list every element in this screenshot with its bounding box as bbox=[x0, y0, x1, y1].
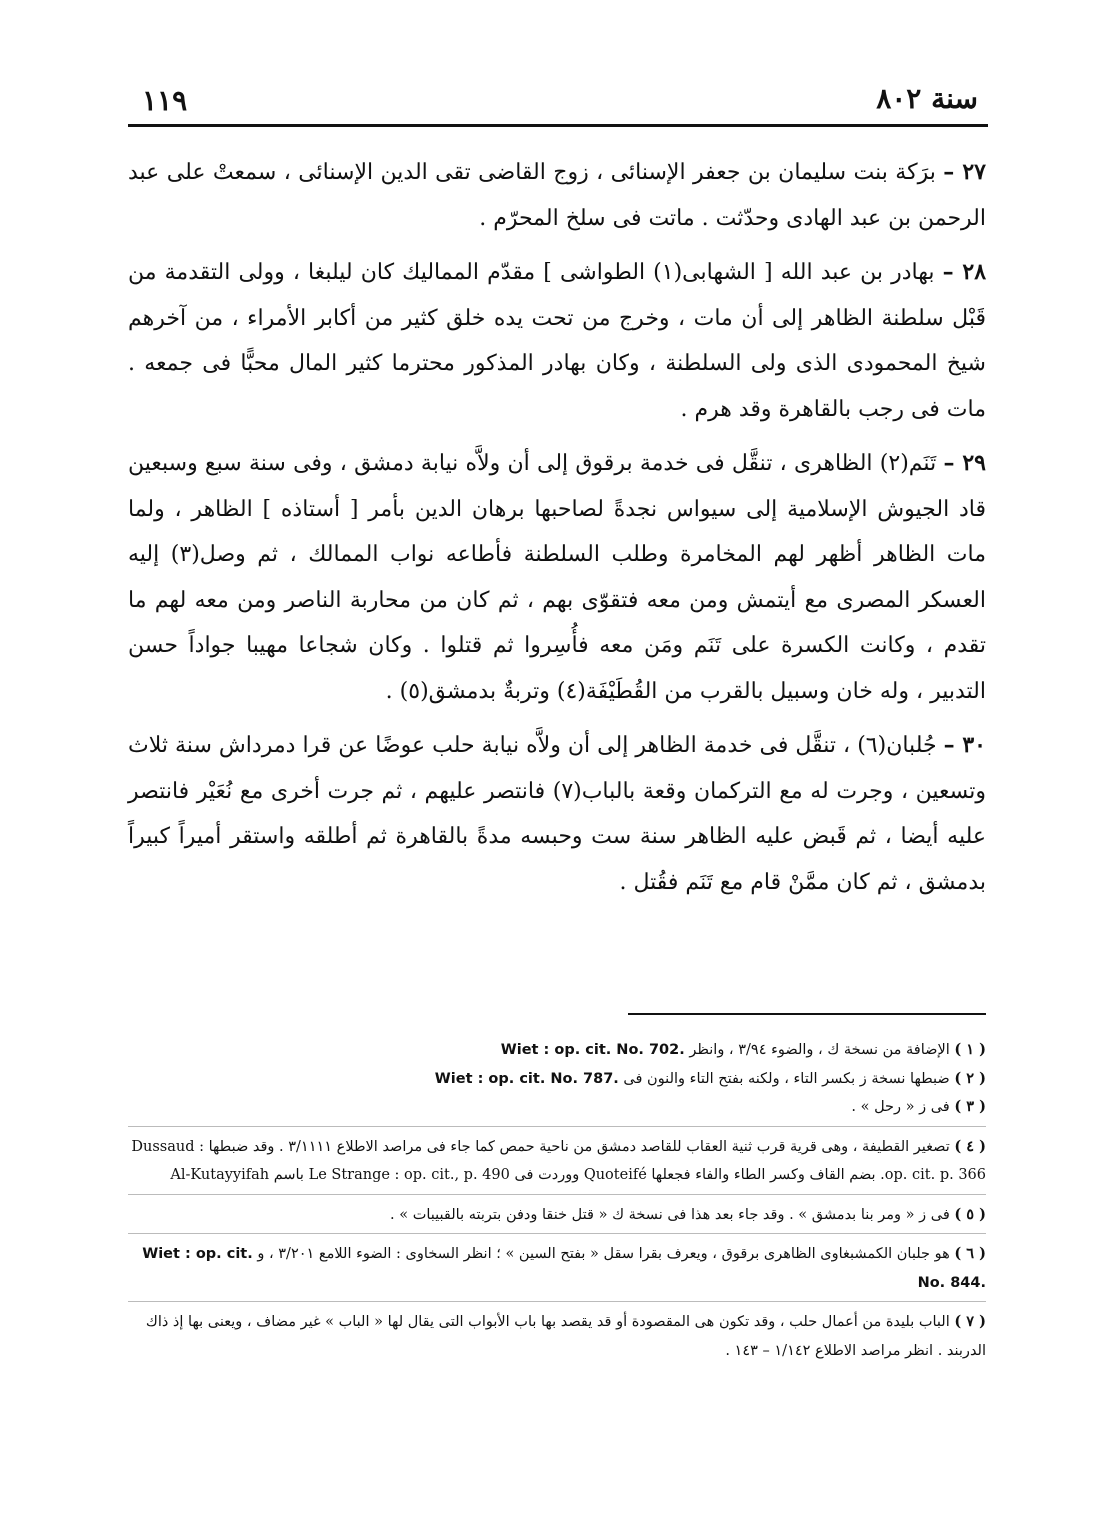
main-text bbox=[128, 150, 986, 914]
entry-number: ٢٧ – bbox=[943, 159, 986, 185]
entry-27 bbox=[128, 150, 986, 241]
footnote-separator bbox=[128, 1194, 986, 1195]
entry-number: ٢٩ – bbox=[943, 450, 986, 476]
entry-29 bbox=[128, 441, 986, 714]
footnote-latin: Wiet : op. cit. No. 844. bbox=[142, 1246, 986, 1291]
footnote-text: فى ز « ومر بنا بدمشق » . وقد جاء بعد هذا فى نسخة ك « قتل خنقا ودفن بتربته بالقبيبات » . bbox=[390, 1206, 950, 1223]
footnote-1 bbox=[128, 1036, 986, 1065]
footnote-separator bbox=[128, 1301, 986, 1302]
footnote-3 bbox=[128, 1093, 986, 1122]
footnote-text: ضبطها نسخة ز بكسر التاء ، ولكنه بفتح التاء والنون فى bbox=[623, 1070, 950, 1087]
footnote-6 bbox=[128, 1240, 986, 1297]
footnote-2 bbox=[128, 1065, 986, 1094]
footnote-text: تصغير القطيفة ، وهى قرية قرب ثنية العقاب للقاصد دمشق من ناحية حمص كما جاء فى مراصد الاطلاع ٣/١١١١ . وقد ضبطها Dussaud : op. cit. p. 366. بضم القاف وكسر الطاء والفاء فجعلها Quoteifé ووردت فى Le Strange : op. cit., p. 490 باسم Al-Kutayyifah bbox=[131, 1138, 986, 1183]
footnote-rule bbox=[628, 1013, 986, 1015]
footnote-number: ( ١ ) bbox=[954, 1041, 986, 1058]
page-number: ١١٩ bbox=[142, 84, 188, 117]
footnotes bbox=[128, 1036, 986, 1365]
footnote-text: الباب بليدة من أعمال حلب ، وقد تكون هى المقصودة أو قد يقصد بها باب الأبواب التى يقال لها « الباب » غير مضاف ، ويعنى بها إذ ذاك الدربند . انظر مراصد الاطلاع ١/١٤٢ – ١٤٣ . bbox=[145, 1314, 986, 1359]
entry-number: ٣٠ – bbox=[943, 732, 986, 758]
entry-28 bbox=[128, 250, 986, 432]
footnote-number: ( ٦ ) bbox=[954, 1245, 986, 1262]
footnote-separator bbox=[128, 1126, 986, 1127]
footnote-number: ( ٢ ) bbox=[954, 1069, 986, 1087]
entry-text: بهادر بن عبد الله [ الشهابى(١) الطواشى ] مقدّم المماليك كان ليلبغا ، وولى التقدمة من قَبْل سلطنة الظاهر إلى أن مات ، وخرج من تحت يده خلق كثير من أكابر الأمراء ، من آخرهم شيخ المحمودى الذى ولى السلطنة ، وكان بهادر المذكور محترما كثير المال محبًّا فى جمعه . مات فى رجب بالقاهرة وقد هرم . bbox=[128, 260, 986, 422]
footnote-number: ( ٤ ) bbox=[954, 1137, 986, 1155]
footnote-latin: Wiet : op. cit. No. 787. bbox=[434, 1070, 619, 1087]
footnote-4 bbox=[128, 1133, 986, 1190]
footnote-latin: Wiet : op. cit. No. 702. bbox=[500, 1042, 685, 1058]
header-rule bbox=[128, 124, 988, 127]
footnote-text: هو جلبان الكمشبغاوى الظاهرى برقوق ، ويعرف بقرا سقل « بفتح السين » ؛ انظر السخاوى : الضوء اللامع ٣/٢٠١ ، و bbox=[257, 1246, 950, 1262]
entry-text: جُلبان(٦) ، تنقَّل فى خدمة الظاهر إلى أن ولاَّه نيابة حلب عوضًا عن قرا دمرداش سنة ثلاث وتسعين ، وجرت له مع التركمان وقعة بالباب(٧) فانتصر عليهم ، ثم جرت أخرى مع نُعَيْر فانتصر عليه أيضا ، ثم قَبض عليه الظاهر سنة ست وحبسه مدةً بالقاهرة ثم أطلقه واستقر أميراً كبيراً بدمشق ، ثم كان ممَّنْ قام مع تَنَم فقُتل . bbox=[128, 733, 987, 895]
footnote-number: ( ٣ ) bbox=[954, 1098, 986, 1115]
entry-text: برَكة بنت سليمان بن جعفر الإسنائى ، زوج القاضى تقى الدين الإسنائى ، سمعتْ على عبد الرحمن بن عبد الهادى وحدّثت . ماتت فى سلخ المحرّم . bbox=[128, 160, 986, 231]
entry-30 bbox=[128, 723, 986, 905]
page-header bbox=[132, 78, 984, 122]
footnote-5 bbox=[128, 1201, 986, 1230]
footnote-number: ( ٥ ) bbox=[954, 1205, 986, 1223]
footnote-number: ( ٧ ) bbox=[954, 1313, 986, 1330]
footnote-7 bbox=[128, 1308, 986, 1365]
footnote-text: فى ز « رحل » . bbox=[851, 1099, 950, 1115]
footnote-separator bbox=[128, 1233, 986, 1234]
year-title: سنة ٨٠٢ bbox=[876, 82, 978, 115]
entry-text: تَنَم(٢) الظاهرى ، تنقَّل فى خدمة برقوق إلى أن ولاَّه نيابة دمشق ، وفى سنة سبع وسبعين قاد الجيوش الإسلامية إلى سيواس نجدةً لصاحبها برهان الدين بأمر [ أستاذه ] الظاهر ، ولما مات الظاهر أظهر لهم المخامرة وطلب السلطنة فأطاعه نواب الممالك ، ثم وصل(٣) إليه العسكر المصرى مع أيتمش ومن معه فتقوّى بهم ، ثم كان من محاربة الناصر ومن معه لهم ما تقدم ، وكانت الكسرة على تَنَم ومَن معه فأُسِروا ثم قتلوا . وكان شجاعا مهيبا جواداً حسن التدبير ، وله خان وسبيل بالقرب من القُطَيْفَة(٤) وتربةٌ بدمشق(٥) . bbox=[128, 451, 986, 704]
footnote-text: الإضافة من نسخة ك ، والضوء ٣/٩٤ ، وانظر bbox=[689, 1042, 950, 1058]
entry-number: ٢٨ – bbox=[942, 259, 987, 285]
